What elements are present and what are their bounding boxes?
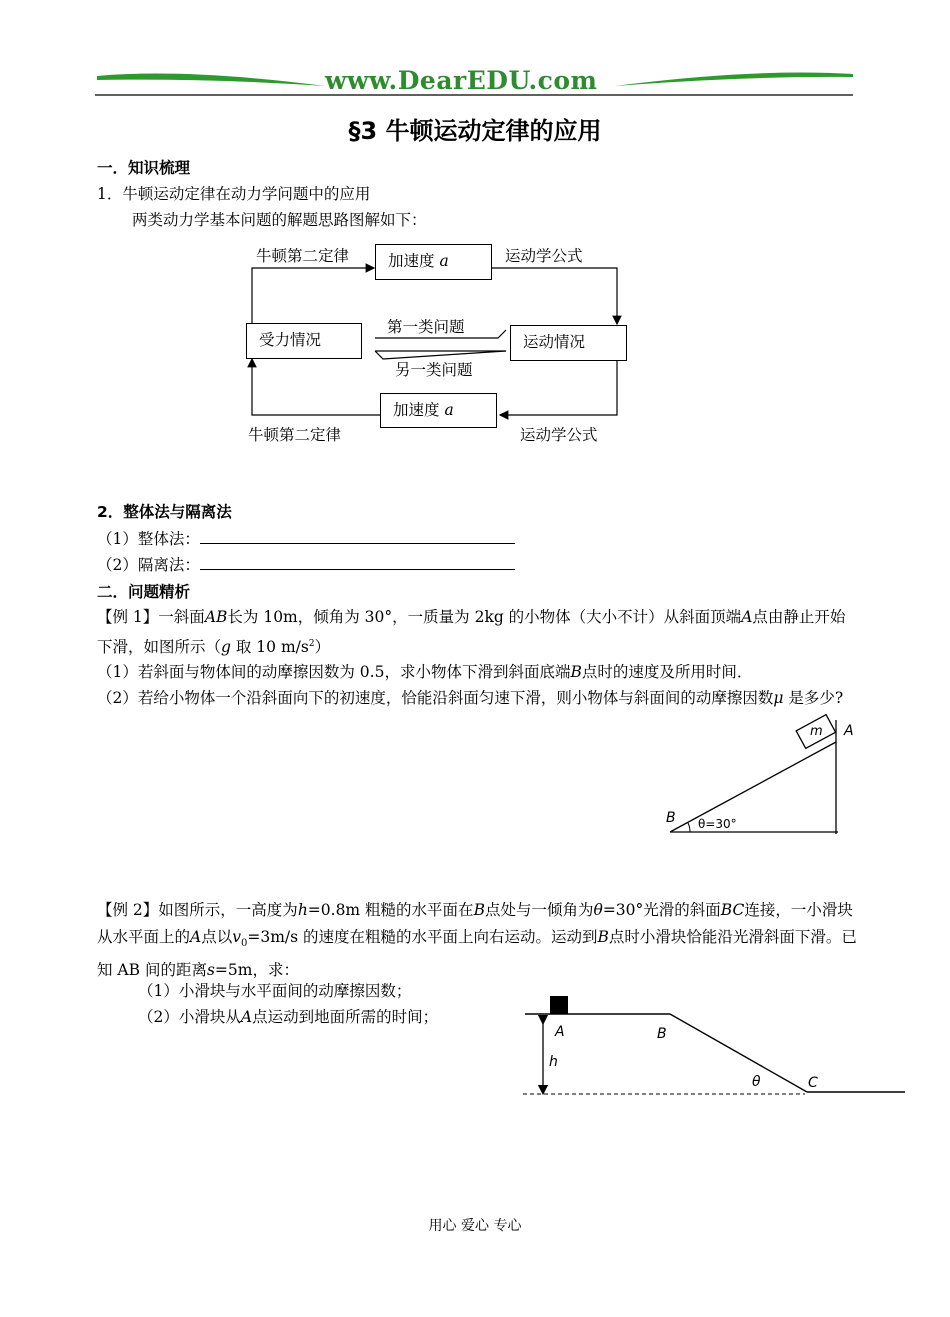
example2-question1: （1）小滑块与水平面间的动摩擦因数； xyxy=(138,982,412,1000)
flow-label-bottom-right: 运动学公式 xyxy=(520,426,598,444)
example1-text: 【例 1】一斜面AB长为 10m，倾角为 30°，一质量为 2kg 的小物体（大小不计）从斜面顶端A点由静止开始下滑，如图所示（g 取 10 $m/s^2$） xyxy=(97,608,846,657)
label-b: B xyxy=(666,810,676,826)
label-c: C xyxy=(808,1075,818,1091)
section1-heading: 一．知识梳理 xyxy=(97,159,191,177)
flow-label-middle-bottom: 另一类问题 xyxy=(395,361,473,379)
flow-label-top-right: 运动学公式 xyxy=(505,247,583,265)
label-theta: θ xyxy=(752,1074,761,1090)
flow-line-bottom-to-left xyxy=(252,359,380,415)
flow-box-top-acceleration: 加速度 a xyxy=(375,244,492,280)
incline-figure xyxy=(660,712,870,842)
flow-line-right-to-bottom xyxy=(500,361,617,415)
flow-line-left-to-top xyxy=(252,268,374,325)
ramp-figure xyxy=(515,990,910,1105)
right-leaf-decoration xyxy=(615,73,853,87)
left-leaf-decoration xyxy=(97,74,325,86)
example1-question1: （1）若斜面与物体间的动摩擦因数为 0.5，求小物体下滑到斜面底端B点时的速度及所用时间． xyxy=(97,663,753,681)
flow-box-bottom-acceleration: 加速度 a xyxy=(380,393,497,428)
section2-line2: （2）隔离法： xyxy=(97,553,515,575)
section2-line1: （1）整体法： xyxy=(97,527,515,549)
flow-label-bottom-left: 牛顿第二定律 xyxy=(248,426,342,444)
example1-question2: （2）若给小物体一个沿斜面向下的初速度，恰能沿斜面匀速下滑，则小物体与斜面间的动摩擦因数μ 是多少? xyxy=(97,689,844,707)
flow-line-top-to-right xyxy=(492,268,617,324)
header-site-logo: www.DearEDU.com xyxy=(325,66,598,95)
angle-arc xyxy=(688,823,690,832)
section2-heading: 2．整体法与隔离法 xyxy=(97,503,232,521)
flow-box-motion: 运动情况 xyxy=(510,325,627,361)
label-a: A xyxy=(844,723,854,739)
section1-item1: 1．牛顿运动定律在动力学问题中的应用 xyxy=(97,185,371,203)
footer-motto: 用心 爱心 专心 xyxy=(428,1218,522,1234)
blank-line-1[interactable] xyxy=(200,529,515,544)
example2-text: 【例 2】如图所示，一高度为h=0.8m 粗糙的水平面在B点处与一倾角为θ=30°光滑的斜面BC连接，一小滑块从水平面上的A点以$v_0=3m/s$ 的速度在粗糙的水平面上向右运动。运动到B点时小滑块恰能沿光滑斜面下滑。已知 AB 间的距离s=5m，求： xyxy=(97,901,857,980)
blank-line-2[interactable] xyxy=(200,555,515,570)
page-title: §3 牛顿运动定律的应用 xyxy=(348,117,602,145)
label-h: h xyxy=(549,1054,558,1070)
flow-label-top-left: 牛顿第二定律 xyxy=(256,247,350,265)
flow-label-middle-top: 第一类问题 xyxy=(387,318,465,336)
slider-block xyxy=(550,996,568,1014)
example2-question2: （2）小滑块从A点运动到地面所需的时间； xyxy=(138,1008,439,1026)
label-a2: A xyxy=(555,1024,565,1040)
flow-box-force: 受力情况 xyxy=(246,323,362,359)
label-angle: θ=30° xyxy=(698,817,737,831)
label-m: m xyxy=(810,724,823,739)
section1-intro: 两类动力学基本问题的解题思路图解如下： xyxy=(132,211,427,229)
section3-heading: 二．问题精析 xyxy=(97,583,191,601)
label-b2: B xyxy=(657,1026,667,1042)
